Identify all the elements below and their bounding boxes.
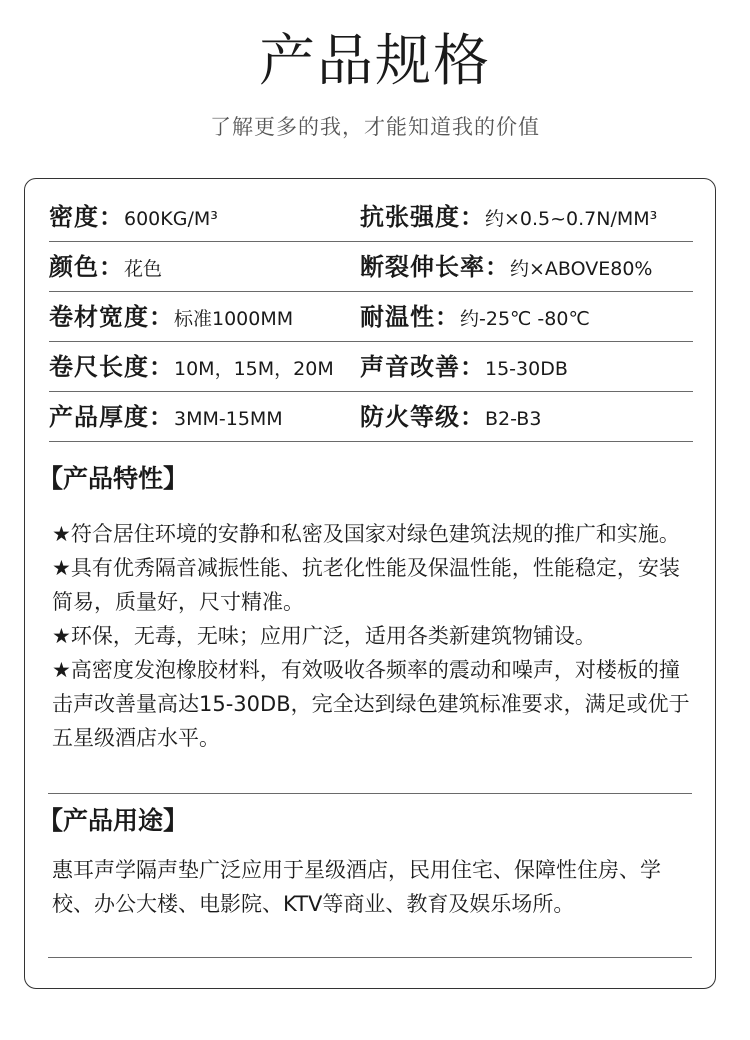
spec-label: 颜色： — [49, 253, 124, 281]
spec-label: 断裂伸长率： — [360, 253, 510, 281]
usage-text: 惠耳声学隔声垫广泛应用于星级酒店，民用住宅、保障性住房、学校、办公大楼、电影院、KTV等商业、教育及娱乐场所。 — [52, 858, 661, 916]
page-subtitle: 了解更多的我，才能知道我的价值 — [210, 115, 540, 139]
spec-label: 耐温性： — [360, 303, 460, 331]
spec-value: 约-25℃ -80℃ — [460, 308, 590, 330]
spec-label: 防火等级： — [360, 403, 485, 431]
spec-row-width — [49, 293, 693, 342]
spec-value: 花色 — [124, 258, 163, 280]
spec-label: 产品厚度： — [49, 403, 174, 431]
feature-item: ★具有优秀隔音减振性能、抗老化性能及保温性能，性能稳定，安装简易，质量好，尺寸精准。 — [52, 556, 680, 614]
spec-label: 密度： — [49, 203, 124, 231]
spec-label: 卷尺长度： — [49, 353, 174, 381]
features-list — [52, 517, 692, 755]
spec-value: 标准1000MM — [174, 308, 294, 330]
feature-item: ★环保，无毒，无味；应用广泛，适用各类新建筑物铺设。 — [52, 624, 596, 648]
spec-row-length — [49, 343, 693, 392]
spec-row-color — [49, 243, 693, 292]
spec-value: 约×0.5~0.7N/MM³ — [485, 208, 658, 230]
spec-row-density — [49, 193, 693, 242]
spec-row-thickness — [49, 393, 693, 442]
section-divider — [48, 957, 692, 958]
spec-value: 10M，15M，20M — [174, 358, 334, 380]
spec-value: 600KG/M³ — [124, 208, 218, 230]
usage-title: 【产品用途】 — [38, 806, 189, 835]
spec-label: 抗张强度： — [360, 203, 485, 231]
spec-value: 3MM-15MM — [174, 408, 283, 430]
spec-value: 15-30DB — [485, 358, 568, 380]
spec-value: 约×ABOVE80% — [510, 258, 653, 280]
spec-label: 卷材宽度： — [49, 303, 174, 331]
features-title: 【产品特性】 — [38, 464, 189, 493]
feature-item: ★符合居住环境的安静和私密及国家对绿色建筑法规的推广和实施。 — [52, 522, 680, 546]
feature-item: ★高密度发泡橡胶材料，有效吸收各频率的震动和噪声，对楼板的撞击声改善量高达15-30DB，完全达到绿色建筑标准要求，满足或优于五星级酒店水平。 — [52, 658, 690, 750]
spec-value: B2-B3 — [485, 408, 542, 430]
page-title: 产品规格 — [259, 29, 491, 94]
spec-label: 声音改善： — [360, 353, 485, 381]
section-divider — [48, 793, 692, 794]
